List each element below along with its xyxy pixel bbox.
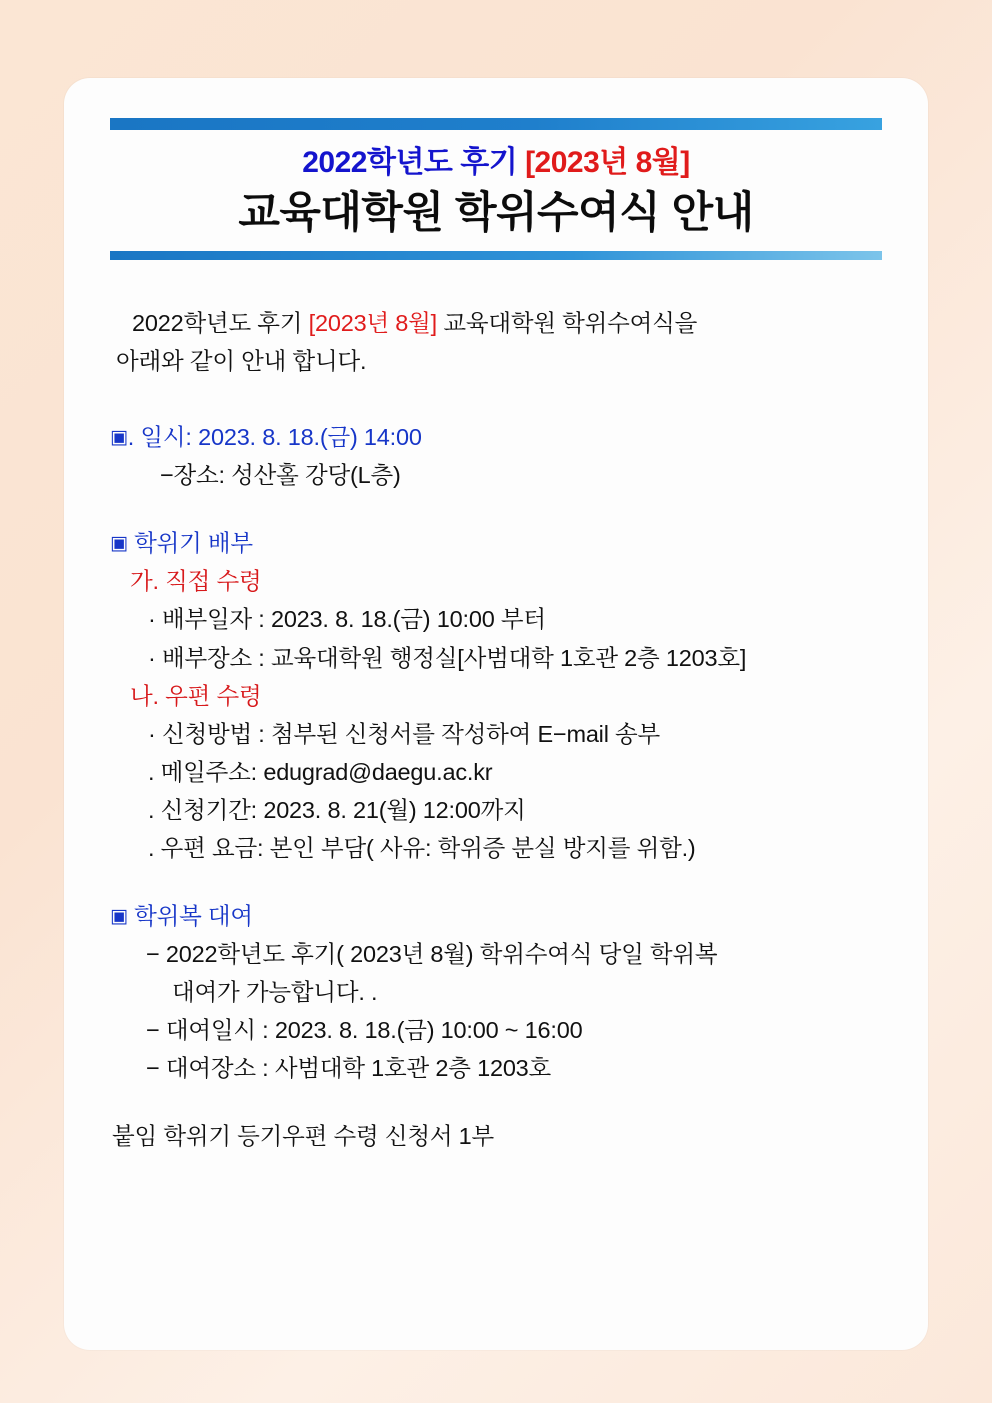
intro-part2: 교육대학원 학위수여식을 [443,310,698,337]
schedule-heading [110,418,884,456]
diploma-sub-a-label: 가. 직접 수령 [130,568,262,595]
header-top-rule [110,118,882,130]
list-item: · 배부일자 : 2023. 8. 18.(금) 10:00 부터 [148,606,546,633]
schedule-heading-text: . 일시: 2023. 8. 18.(금) 14:00 [127,424,422,451]
document-page [64,78,928,1350]
list-item: − 2022학년도 후기( 2023년 8월) 학위수여식 당일 학위복 [146,940,718,967]
list-item: · 신청방법 : 첨부된 신청서를 작성하여 E−mail 송부 [148,720,661,747]
intro-part1: 2022학년도 후기 [132,310,303,337]
diploma-sub-b-label: 나. 우편 수령 [130,682,262,709]
list-item: . 신청기간: 2023. 8. 21(월) 12:00까지 [148,796,526,823]
document-body [108,304,884,1155]
title-year-text: 2022학년도 후기 [302,146,518,179]
square-bullet-icon: ▣ [110,905,128,927]
gown-heading [110,897,884,935]
list-item-email: . 메일주소: edugrad@daegu.ac.kr [148,758,493,785]
title-block [108,130,884,245]
intro-line2: 아래와 같이 안내 합니다. [116,348,367,375]
intro-paragraph [114,304,884,380]
diploma-heading-text: 학위기 배부 [127,530,253,557]
spacer-3 [108,867,884,897]
attachment-note: 붙임 학위기 등기우편 수령 신청서 1부 [112,1123,495,1150]
spacer-2 [108,494,884,524]
list-item: · 배부장소 : 교육대학원 행정실[사범대학 1호관 2층 1203호] [148,644,747,671]
square-bullet-icon: ▣ [110,533,128,555]
diploma-heading [110,524,884,562]
list-item-continuation [146,973,884,1011]
list-item: . 우편 요금: 본인 부담( 사유: 학위증 분실 방지를 위함.) [148,834,696,861]
title-date-bracket: [2023년 8월] [525,146,690,179]
spacer-1 [108,388,884,418]
list-item: − 대여일시 : 2023. 8. 18.(금) 10:00 ~ 16:00 [146,1017,583,1044]
document-content [64,78,928,1350]
schedule-place: −장소: 성산홀 강당(L층) [160,462,401,489]
spacer-4 [108,1087,884,1117]
page-title-line1 [108,144,884,182]
list-item: − 대여장소 : 사범대학 1호관 2층 1203호 [146,1055,552,1082]
intro-highlight: [2023년 8월] [308,310,437,337]
header-bottom-rule [110,251,882,260]
gown-heading-text: 학위복 대여 [127,902,253,929]
list-item-continuation-text: 대여가 가능합니다. . [172,979,378,1006]
page-title-main: 교육대학원 학위수여식 안내 [238,188,754,237]
square-bullet-icon: ▣ [110,427,128,449]
